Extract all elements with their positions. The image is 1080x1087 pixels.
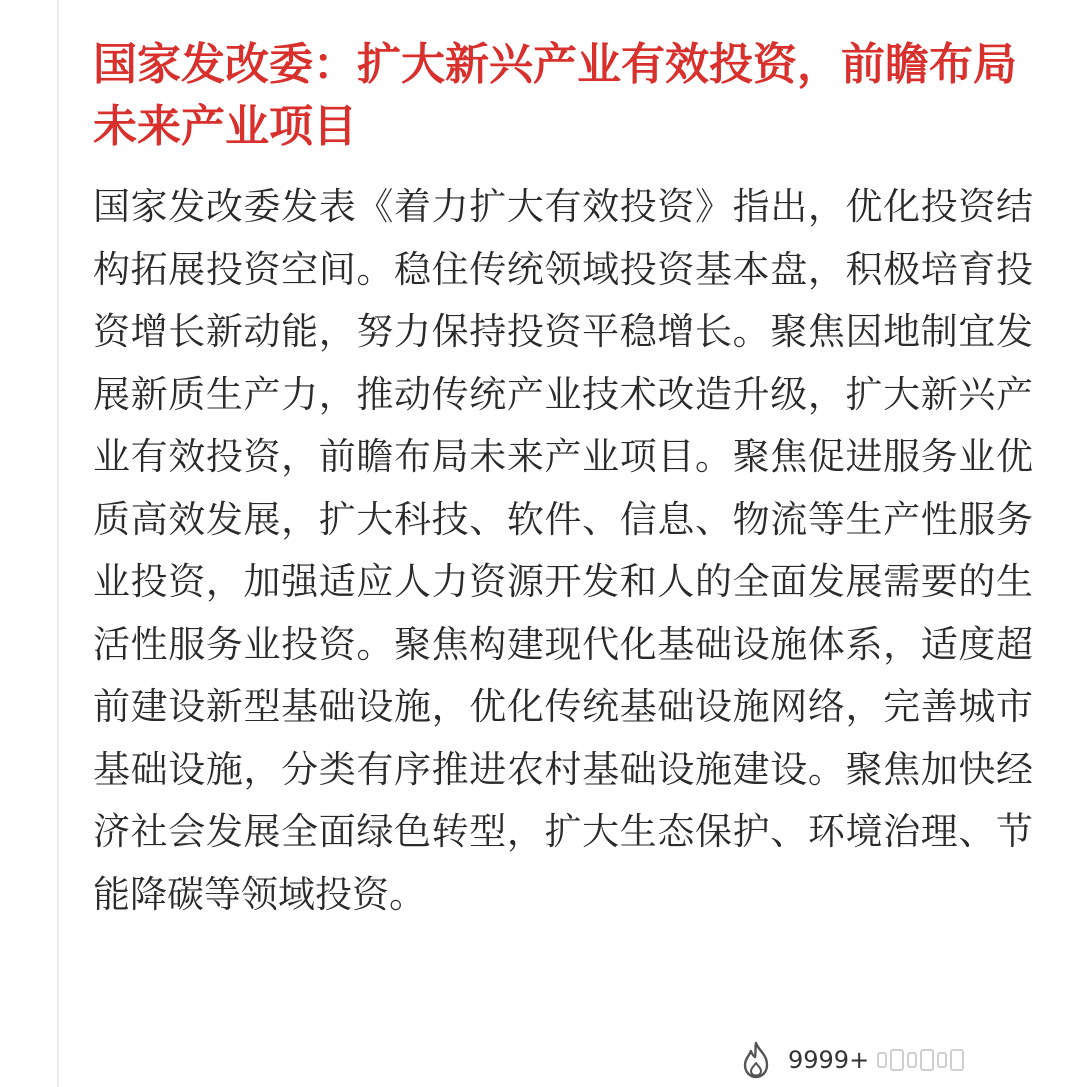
flame-icon[interactable]	[740, 1041, 772, 1079]
watermark-mark	[907, 1052, 917, 1068]
left-divider	[57, 0, 59, 1087]
watermark-logo	[877, 1049, 964, 1071]
watermark-mark	[890, 1049, 904, 1071]
engagement-bar	[740, 1037, 964, 1083]
view-count: 9999+	[788, 1046, 870, 1074]
article-headline: 国家发改委：扩大新兴产业有效投资，前瞻布局未来产业项目	[93, 39, 1017, 152]
watermark-mark	[877, 1052, 887, 1068]
article-body: 国家发改委发表《着力扩大有效投资》指出，优化投资结构拓展投资空间。稳住传统领域投资基本盘，积极培育投资增长新动能，努力保持投资平稳增长。聚焦因地制宜发展新质生产力，推动传统产业技术改造升级，扩大新兴产业有效投资，前瞻布局未来产业项目。聚焦促进服务业优质高效发展，扩大科技、软件、信息、物流等生产性服务业投资，加强适应人力资源开发和人的全面发展需要的生活性服务业投资。聚焦构建现代化基础设施体系，适度超前建设新型基础设施，优化传统基础设施网络，完善城市基础设施，分类有序推进农村基础设施建设。聚焦加快经济社会发展全面绿色转型，扩大生态保护、环境治理、节能降碳等领域投资。	[93, 185, 1033, 916]
article	[93, 34, 1033, 926]
watermark-mark	[950, 1049, 964, 1071]
watermark-mark	[920, 1049, 934, 1071]
watermark-mark	[937, 1052, 947, 1068]
